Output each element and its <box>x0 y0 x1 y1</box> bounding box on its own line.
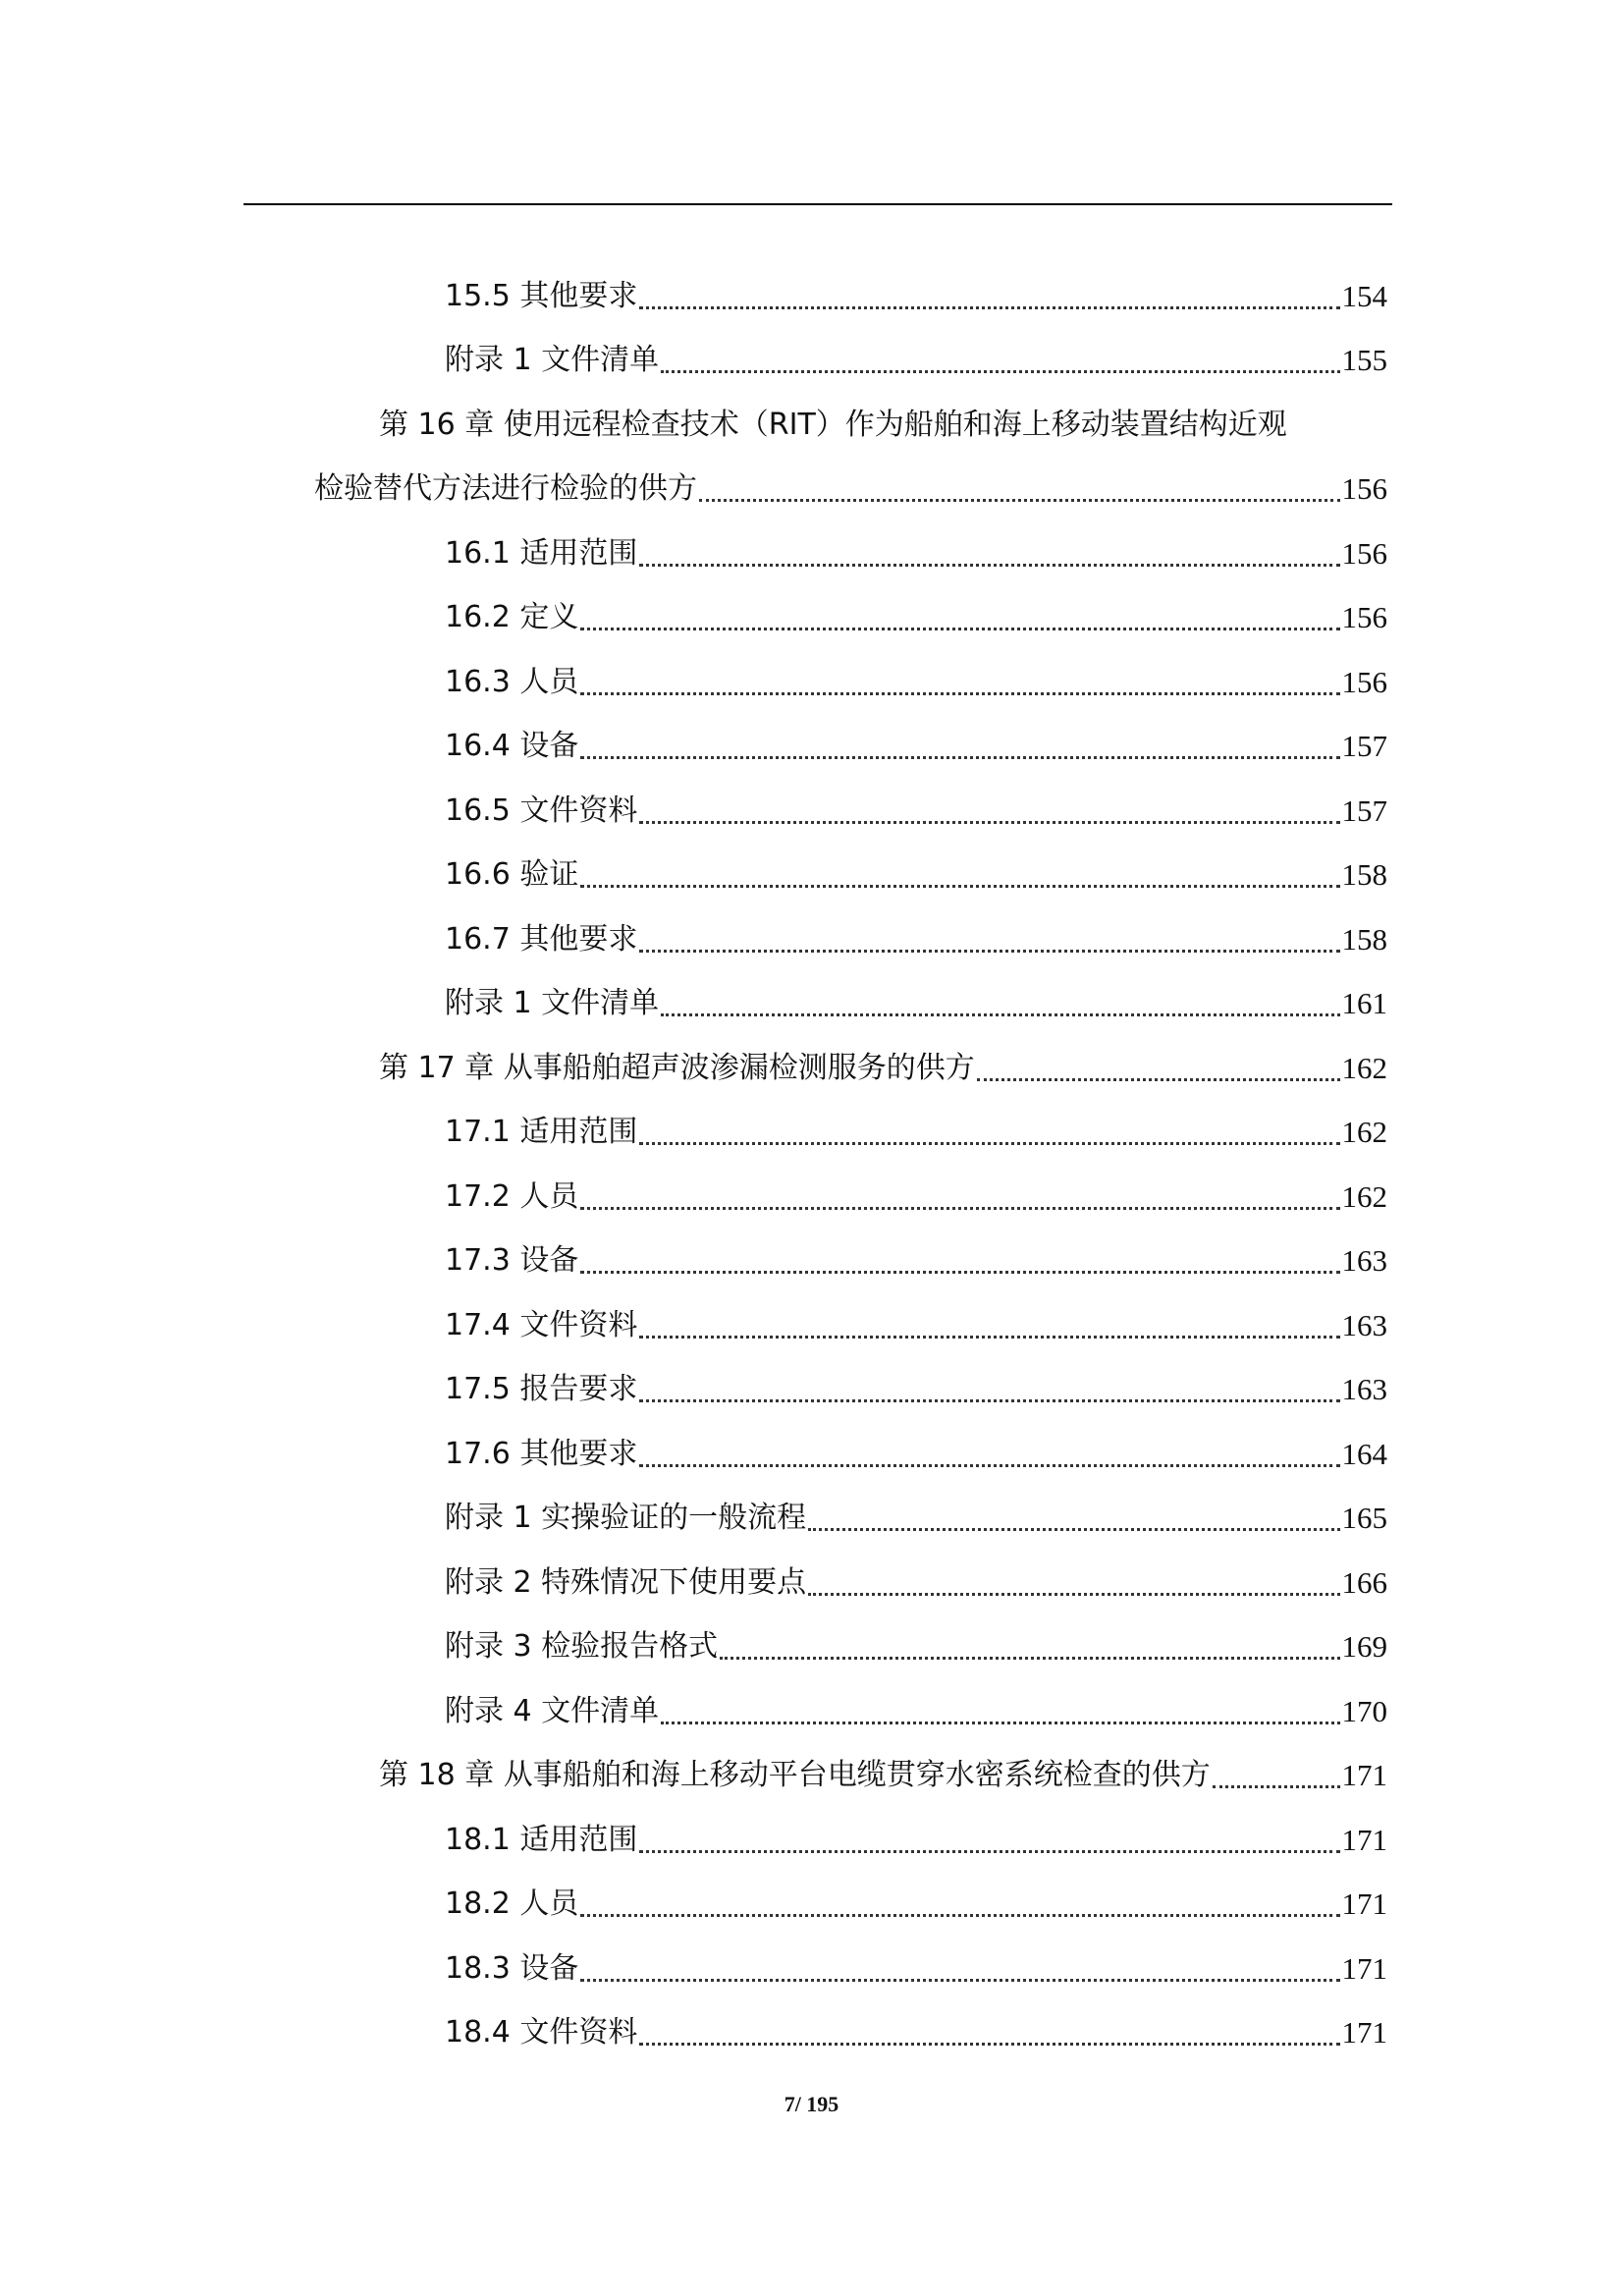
toc-entry-page: 162 <box>1341 1115 1387 1149</box>
toc-entry-page: 162 <box>1341 1179 1387 1214</box>
toc-entry-15-5[interactable] <box>445 273 1387 320</box>
dot-leader <box>639 1142 1339 1145</box>
dot-leader <box>639 564 1339 567</box>
toc-entry-17-2[interactable] <box>445 1174 1387 1221</box>
toc-entry-16-4[interactable] <box>445 723 1387 770</box>
dot-leader <box>639 2043 1339 2046</box>
toc-entry-title: 17.5 报告要求 <box>445 1372 638 1406</box>
dot-leader <box>661 1013 1339 1016</box>
toc-entry-title: 17.2 人员 <box>445 1179 579 1214</box>
page-number-footer: 7/ 195 <box>784 2092 839 2116</box>
dot-leader <box>639 950 1339 953</box>
toc-entry-title: 17.3 设备 <box>445 1243 579 1278</box>
toc-entry-page: 155 <box>1341 343 1387 377</box>
dot-leader <box>580 1979 1339 1982</box>
dot-leader <box>699 499 1340 502</box>
toc-entry-18-4[interactable] <box>445 2009 1387 2056</box>
toc-entry-page: 171 <box>1341 1758 1387 1792</box>
dot-leader <box>661 1722 1339 1724</box>
toc-entry-page: 171 <box>1341 2015 1387 2050</box>
toc-entry-16-1[interactable] <box>445 530 1387 577</box>
toc-entry-title: 第 17 章 从事船舶超声波渗漏检测服务的供方 <box>379 1051 975 1085</box>
toc-entry-page: 156 <box>1341 665 1387 699</box>
toc-entry-title: 17.4 文件资料 <box>445 1308 638 1342</box>
dot-leader <box>808 1528 1339 1531</box>
toc-entry-page: 162 <box>1341 1051 1387 1085</box>
toc-entry-16-6[interactable] <box>445 851 1387 899</box>
toc-entry-title: 17.1 适用范围 <box>445 1115 638 1149</box>
toc-entry-page: 157 <box>1341 729 1387 763</box>
toc-entry-title: 附录 4 文件清单 <box>445 1694 660 1728</box>
toc-entry-page: 157 <box>1341 793 1387 828</box>
toc-entry-title: 17.6 其他要求 <box>445 1437 638 1471</box>
toc-entry-18-1[interactable] <box>445 1817 1387 1864</box>
toc-entry-ch17-appendix-4[interactable] <box>445 1688 1387 1735</box>
toc-chapter-16-title-line1[interactable]: 第 16 章 使用远程检查技术（RIT）作为船舶和海上移动装置结构近观 <box>379 408 1287 442</box>
toc-entry-title: 附录 1 文件清单 <box>445 986 660 1020</box>
toc-entry-title: 18.2 人员 <box>445 1886 579 1921</box>
toc-entry-title: 16.1 适用范围 <box>445 536 638 571</box>
toc-entry-title: 16.2 定义 <box>445 600 579 634</box>
dot-leader <box>639 1464 1339 1467</box>
toc-entry-ch16-appendix-1[interactable] <box>445 980 1387 1027</box>
toc-entry-18-2[interactable] <box>445 1881 1387 1928</box>
toc-entry-ch15-appendix-1[interactable] <box>445 337 1387 384</box>
dot-leader <box>808 1593 1339 1596</box>
toc-entry-16-5[interactable] <box>445 788 1387 835</box>
toc-entry-17-1[interactable] <box>445 1109 1387 1156</box>
toc-entry-page: 163 <box>1341 1372 1387 1406</box>
toc-entry-17-4[interactable] <box>445 1302 1387 1349</box>
toc-entry-chapter-18[interactable] <box>379 1752 1387 1799</box>
dot-leader <box>661 370 1339 373</box>
dot-leader <box>580 885 1339 888</box>
toc-entry-page: 154 <box>1341 279 1387 313</box>
dot-leader <box>977 1078 1340 1081</box>
toc-entry-page: 164 <box>1341 1437 1387 1471</box>
toc-entry-title: 附录 1 实操验证的一般流程 <box>445 1501 807 1535</box>
toc-entry-17-3[interactable] <box>445 1237 1387 1285</box>
dot-leader <box>580 1207 1339 1210</box>
dot-leader <box>580 756 1339 759</box>
toc-entry-ch17-appendix-2[interactable] <box>445 1559 1387 1607</box>
toc-entry-page: 158 <box>1341 922 1387 957</box>
toc-entry-title: 16.5 文件资料 <box>445 793 638 828</box>
toc-entry-page: 156 <box>1341 471 1387 506</box>
dot-leader <box>720 1657 1339 1660</box>
toc-entry-17-5[interactable] <box>445 1366 1387 1413</box>
dot-leader <box>639 1850 1339 1853</box>
dot-leader <box>580 692 1339 695</box>
toc-entry-title: 第 18 章 从事船舶和海上移动平台电缆贯穿水密系统检查的供方 <box>379 1758 1211 1792</box>
toc-entry-page: 171 <box>1341 1823 1387 1857</box>
toc-entry-title: 18.4 文件资料 <box>445 2015 638 2050</box>
toc-entry-title: 16.7 其他要求 <box>445 922 638 957</box>
toc-entry-title: 16.3 人员 <box>445 665 579 699</box>
toc-entry-page: 158 <box>1341 857 1387 892</box>
toc-entry-page: 171 <box>1341 1951 1387 1986</box>
toc-entry-16-3[interactable] <box>445 659 1387 706</box>
dot-leader <box>580 628 1339 630</box>
toc-entry-page: 156 <box>1341 536 1387 571</box>
toc-entry-17-6[interactable] <box>445 1431 1387 1478</box>
dot-leader <box>639 306 1339 309</box>
toc-entry-page: 166 <box>1341 1565 1387 1600</box>
dot-leader <box>1213 1785 1340 1788</box>
toc-entry-page: 170 <box>1341 1694 1387 1728</box>
dot-leader <box>580 1914 1339 1917</box>
dot-leader <box>639 1336 1339 1339</box>
toc-entry-title: 18.1 适用范围 <box>445 1823 638 1857</box>
toc-entry-16-7[interactable] <box>445 916 1387 963</box>
toc-entry-title: 15.5 其他要求 <box>445 279 638 313</box>
toc-entry-page: 163 <box>1341 1308 1387 1342</box>
toc-entry-chapter-17[interactable] <box>379 1045 1387 1092</box>
toc-entry-title: 16.4 设备 <box>445 729 579 763</box>
toc-entry-page: 171 <box>1341 1886 1387 1921</box>
toc-entry-title: 16.6 验证 <box>445 857 579 892</box>
toc-entry-page: 165 <box>1341 1501 1387 1535</box>
toc-entry-title: 附录 2 特殊情况下使用要点 <box>445 1565 807 1600</box>
toc-entry-title: 附录 3 检验报告格式 <box>445 1629 719 1664</box>
toc-entry-18-3[interactable] <box>445 1945 1387 1993</box>
dot-leader <box>580 1271 1339 1274</box>
toc-entry-16-2[interactable] <box>445 594 1387 641</box>
toc-entry-title: 检验替代方法进行检验的供方 <box>314 471 697 506</box>
toc-entry-page: 161 <box>1341 986 1387 1020</box>
toc-entry-title: 附录 1 文件清单 <box>445 343 660 377</box>
dot-leader <box>639 821 1339 824</box>
toc-entry-chapter-16[interactable] <box>314 465 1387 513</box>
toc-entry-title: 18.3 设备 <box>445 1951 579 1986</box>
toc-entry-page: 156 <box>1341 600 1387 634</box>
dot-leader <box>639 1399 1339 1402</box>
toc-entry-ch17-appendix-3[interactable] <box>445 1623 1387 1670</box>
toc-entry-page: 169 <box>1341 1629 1387 1664</box>
toc-entry-page: 163 <box>1341 1243 1387 1278</box>
toc-entry-ch17-appendix-1[interactable] <box>445 1495 1387 1542</box>
